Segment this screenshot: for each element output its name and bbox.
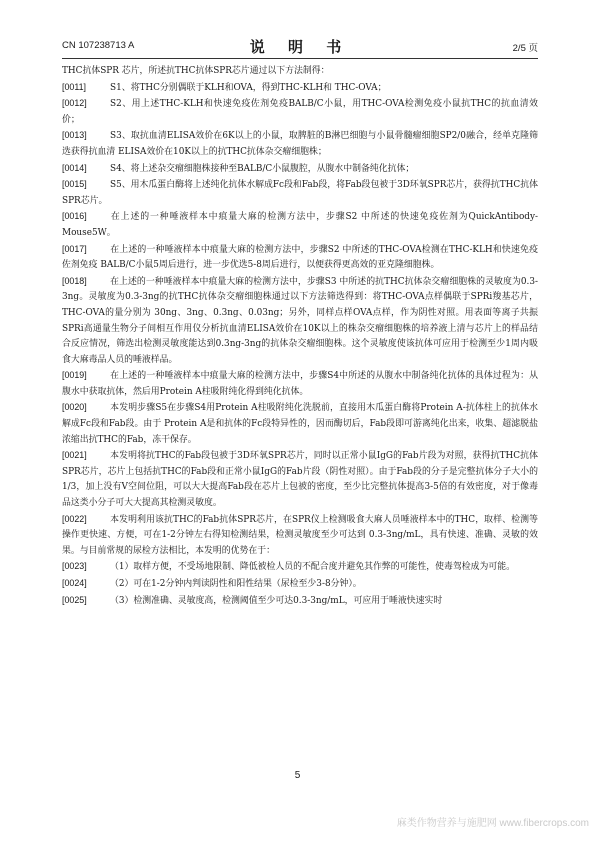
paragraph-text: 在上述的一种唾液样本中痕量大麻的检测方法中，步骤S4中所述的从腹水中制备纯化抗体的具体过程为：从腹水中获取抗体，然后用Protein A柱吸附纯化得到纯化抗体。	[62, 371, 538, 397]
paragraph-0017	[62, 242, 538, 274]
paragraph-text: （1）取样方便，不受场地限制、降低被检人员的不配合度并避免其作弊的可能性，使毒驾检成为可能。	[110, 562, 516, 573]
document-title: 说 明 书	[249, 38, 351, 56]
paragraph-0014	[62, 161, 538, 178]
page-number-footer: 5	[294, 770, 301, 781]
header-rule	[62, 58, 538, 59]
paragraph-text: （3）检测准确、灵敏度高，检测阈值至少可达0.3-3ng/mL，可应用于唾液快速实时	[110, 595, 443, 606]
paragraph-0013	[62, 128, 538, 160]
paragraph-number: [0018]	[62, 275, 87, 286]
patent-number: CN 107238713 A	[62, 40, 135, 51]
paragraph-number: [0014]	[62, 162, 87, 173]
paragraph-0021	[62, 448, 538, 511]
page-header	[62, 36, 538, 56]
paragraph-text: S5、用木瓜蛋白酶将上述纯化抗体水解成Fc段和Fab段，将Fab段包被于3D环氧SPR芯片，获得抗THC抗体SPR芯片。	[62, 180, 538, 206]
paragraph-number: [0016]	[62, 211, 87, 222]
paragraph-text: 本发明将抗THC的Fab段包被于3D环氧SPR芯片，同时以正常小鼠IgG的Fab片段为对照，获得抗THC抗体SPR芯片，芯片上包括抗THC的Fab段和正常小鼠IgG的Fab片段（阴性对照）。由于Fab段的分子是完整抗体分子大小的1/3，加上没有V空间位阻，可以大大提高Fab段在芯片上包被的密度，至少比完整抗体提高3-5倍的有效密度，对于像毒品这类小分子可大大提高其检测灵敏度。	[62, 451, 538, 509]
paragraph-text: THC抗体SPR 芯片，所述抗THC抗体SPR芯片通过以下方法制得：	[62, 66, 330, 76]
paragraph-number: [0023]	[62, 561, 87, 572]
paragraph-0019	[62, 368, 538, 400]
page-indicator: 2/5 页	[512, 43, 538, 54]
paragraph-number: [0015]	[62, 179, 87, 190]
document-body	[62, 64, 538, 609]
paragraph-number: [0013]	[62, 130, 87, 141]
paragraph-number: [0017]	[62, 243, 87, 254]
paragraph-text: 在上述的一种唾液样本中痕量大麻的检测方法中，步骤S2 中所述的THC-OVA检测在THC-KLH和快速免疫佐剂免疫 BALB/C小鼠5周后进行，进一步优选5-8周后进行，以便获得更高效的亚克隆细胞株。	[62, 244, 538, 271]
paragraph-0011	[62, 80, 538, 97]
paragraph-0025	[62, 593, 538, 610]
paragraph-text: 本发明步骤S5在步骤S4用Protein A柱吸附纯化洗脱前，直接用木瓜蛋白酶将Protein A-抗体柱上的抗体水解成Fc段和Fab段。由于 Protein A是和抗体的Fc段特异性的，因而酶切后，Fab段即可游离纯化出来，收集、超滤脱盐浓缩出抗THC的Fab，冻干保存。	[62, 403, 538, 445]
paragraph-0018	[62, 274, 538, 369]
paragraph-0022	[62, 512, 538, 560]
paragraph-text: 在上述的一种唾液样本中痕量大麻的检测方法中，步骤S3 中所述的抗THC抗体杂交瘤细胞株的灵敏度为0.3-3ng。灵敏度为0.3-3ng的抗THC抗体杂交瘤细胞株通过以下方法筛选得到：将THC-OVA点样偶联于SPRi羧基芯片，THC-OVA的量分别为 30ng、3ng、0.3ng、0.03ng；另外，同样点样OVA点样，作为阴性对照。用表面等离子共振SPRi高通量生物分子间相互作用仪分析抗血清ELISA效价在10K以上的株杂交瘤细胞株的培养液上清与芯片上的样品结合反应情况，筛选出检测灵敏度能达到0.3ng-3ng的抗体杂交瘤细胞株。这个灵敏度使该抗体可应用于检测至少1周内吸食大麻毒品人员的唾液样品。	[62, 276, 538, 365]
paragraph-number: [0024]	[62, 578, 87, 588]
paragraph-text: （2）可在1-2分钟内判读阴性和阳性结果（尿检至少3-8分钟）。	[110, 579, 362, 589]
paragraph-number: [0011]	[62, 81, 87, 92]
paragraph-0024	[62, 576, 538, 593]
paragraph-number: [0020]	[62, 402, 87, 413]
paragraph-0015	[62, 177, 538, 209]
paragraph-0016	[62, 209, 538, 241]
paragraph-continuation	[62, 64, 538, 80]
paragraph-number: [0019]	[62, 370, 87, 381]
paragraph-0020	[62, 400, 538, 448]
paragraph-number: [0025]	[62, 594, 87, 605]
paragraph-number: [0022]	[62, 513, 87, 524]
paragraph-number: [0021]	[62, 450, 87, 461]
paragraph-0012	[62, 96, 538, 128]
paragraph-text: 本发明利用该抗THC的Fab抗体SPR芯片，在SPR仪上检测吸食大麻人员唾液样本中的THC，取样、检测等操作更快速、方便，可在1-2分钟左右得知检测结果，检测灵敏度至少可达到 0.3-3ng/mL，具有快速、准确、灵敏的效果。与目前常规的尿检方法相比，本发明的优势在于：	[62, 514, 538, 556]
paragraph-text: S1、将THC分别偶联于KLH和OVA，得到THC-KLH和 THC-OVA；	[110, 82, 387, 93]
paragraph-text: S2、用上述THC-KLH和快速免疫佐剂免疫BALB/C小鼠，用THC-OVA检测免疫小鼠抗THC的抗血清效价；	[62, 99, 538, 125]
paragraph-text: S3、取抗血清ELISA效价在6K以上的小鼠，取脾脏的B淋巴细胞与小鼠骨髓瘤细胞SP2/0融合，经单克隆筛选获得抗血清 ELISA效价在10K以上的抗THC抗体杂交瘤细胞株；	[62, 131, 538, 157]
site-watermark: 麻类作物营养与施肥网 www.fibercrops.com	[396, 818, 589, 829]
paragraph-text: S4、将上述杂交瘤细胞株接种至BALB/C小鼠腹腔，从腹水中制备纯化抗体；	[110, 163, 415, 174]
paragraph-0023	[62, 559, 538, 576]
paragraph-text: 在上述的一种唾液样本中痕量大麻的检测方法中，步骤S2 中所述的快速免疫佐剂为QuickAntibody-Mouse5W。	[62, 212, 538, 238]
paragraph-number: [0012]	[62, 98, 87, 109]
